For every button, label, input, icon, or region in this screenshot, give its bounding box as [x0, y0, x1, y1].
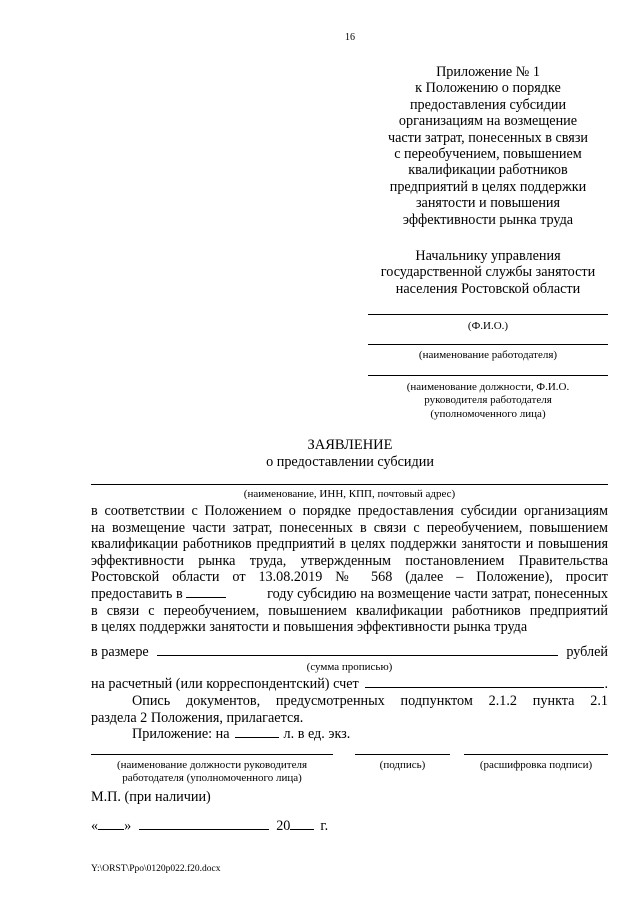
provide-after: году субсидию на возмещение части затрат, понесенных: [267, 585, 608, 602]
appendix-line: предоставления субсидии: [409, 96, 567, 113]
year-suffix-field[interactable]: [290, 818, 314, 830]
employer-caption: (наименование работодателя): [418, 349, 558, 361]
account-line: на расчетный (или корреспондентский) счет .: [91, 676, 608, 692]
date-line: [91, 818, 328, 835]
year-prefix: 20: [276, 818, 291, 834]
inventory-line: Опись документов, предусмотренных подпунктом 2.1.2 пункта 2.1: [132, 693, 608, 709]
amount-label: в размере: [91, 644, 149, 660]
addressee-line: Начальнику управления: [415, 248, 561, 264]
fio-field-line[interactable]: [368, 314, 608, 315]
body-line: эффективности рынка труда, утвержденным постановлением Правительства: [91, 552, 608, 569]
caption-line: (уполномоченного лица): [430, 407, 546, 420]
appendix-line: части затрат, понесенных в связи: [387, 129, 589, 146]
appendix-line: занятости и повышения: [415, 195, 561, 212]
addressee-block: [368, 248, 608, 297]
document-subtitle: о предоставлении субсидии: [266, 454, 434, 470]
month-field[interactable]: [139, 818, 269, 830]
caption-line: руководителя работодателя: [424, 394, 552, 407]
provide-before: предоставить в: [91, 585, 183, 602]
fio-caption: (Ф.И.О.): [467, 320, 509, 332]
amount-caption: (сумма прописью): [306, 661, 393, 673]
application-body: [91, 503, 608, 636]
body-line: в связи с переобучением, повышением квалификации работников предприятий: [91, 602, 608, 619]
body-line: квалификации работников предприятий в целях поддержки занятости и повышения: [91, 536, 608, 553]
employer-field-line[interactable]: [368, 344, 608, 345]
inventory-paragraph: [91, 693, 608, 726]
body-line: в целях поддержки занятости и повышения эффективности рынка труда: [91, 619, 528, 636]
appendix-line: предприятий в целях поддержки: [389, 178, 587, 195]
signature-decode-caption: (расшифровка подписи): [479, 759, 593, 771]
appendix-line: Приложение № 1: [436, 64, 540, 80]
attachment-pages-field[interactable]: [235, 726, 279, 738]
signature-field[interactable]: [355, 754, 450, 755]
head-position-field-line[interactable]: [368, 375, 608, 376]
appendix-line: с переобучением, повышением: [394, 146, 582, 163]
organization-caption: (наименование, ИНН, КПП, почтовый адрес): [243, 488, 456, 500]
file-path-footer: Y:\ORST\Ppo\0120p022.f20.docx: [91, 864, 221, 874]
amount-field[interactable]: [157, 644, 559, 656]
stamp-note: М.П. (при наличии): [91, 789, 211, 805]
signatory-position-field[interactable]: [91, 754, 333, 755]
caption-line: работодателя (уполномоченного лица): [122, 772, 302, 785]
provide-year-line: [91, 586, 608, 603]
caption-line: (наименование должности руководителя: [116, 759, 308, 771]
addressee-line: населения Ростовской области: [395, 280, 581, 297]
account-label: на расчетный (или корреспондентский) счет: [91, 676, 359, 692]
body-line: Ростовской области от 13.08.2019 № 568 (далее – Положение), просит: [91, 569, 608, 586]
body-line: в соответствии с Положением о порядке предоставления субсидии организациям: [91, 503, 608, 519]
date-close-quote: »: [124, 818, 132, 834]
amount-line: [91, 644, 608, 661]
appendix-line: к Положению о порядке: [415, 80, 561, 97]
day-field[interactable]: [98, 818, 124, 830]
inventory-line: раздела 2 Положения, прилагается.: [91, 709, 304, 726]
appendix-line: эффективности рынка труда: [402, 211, 574, 228]
head-position-caption: [368, 381, 608, 421]
signature-caption: (подпись): [379, 759, 426, 771]
organization-field-line[interactable]: [91, 484, 608, 485]
account-field[interactable]: [365, 676, 605, 688]
year-field[interactable]: [186, 586, 226, 598]
addressee-line: государственной службы занятости: [380, 264, 596, 281]
signatory-position-caption: [91, 759, 333, 786]
appendix-reference: [368, 64, 608, 228]
appendix-line: организациям на возмещение: [398, 113, 578, 130]
page-number: 16: [345, 32, 355, 43]
attachment-label: Приложение: на: [132, 726, 230, 742]
attachment-line: [132, 726, 350, 743]
attachment-suffix: л. в ед. экз.: [283, 726, 351, 742]
body-line: на возмещение части затрат, понесенных в связи с переобучением, повышением: [91, 519, 608, 536]
document-title: ЗАЯВЛЕНИЕ: [307, 437, 393, 453]
date-open-quote: «: [91, 818, 99, 834]
appendix-line: квалификации работников: [408, 162, 568, 179]
year-abbrev: г.: [320, 818, 329, 834]
currency-label: рублей: [566, 644, 608, 660]
caption-line: (наименование должности, Ф.И.О.: [406, 381, 570, 393]
signature-decode-field[interactable]: [464, 754, 608, 755]
